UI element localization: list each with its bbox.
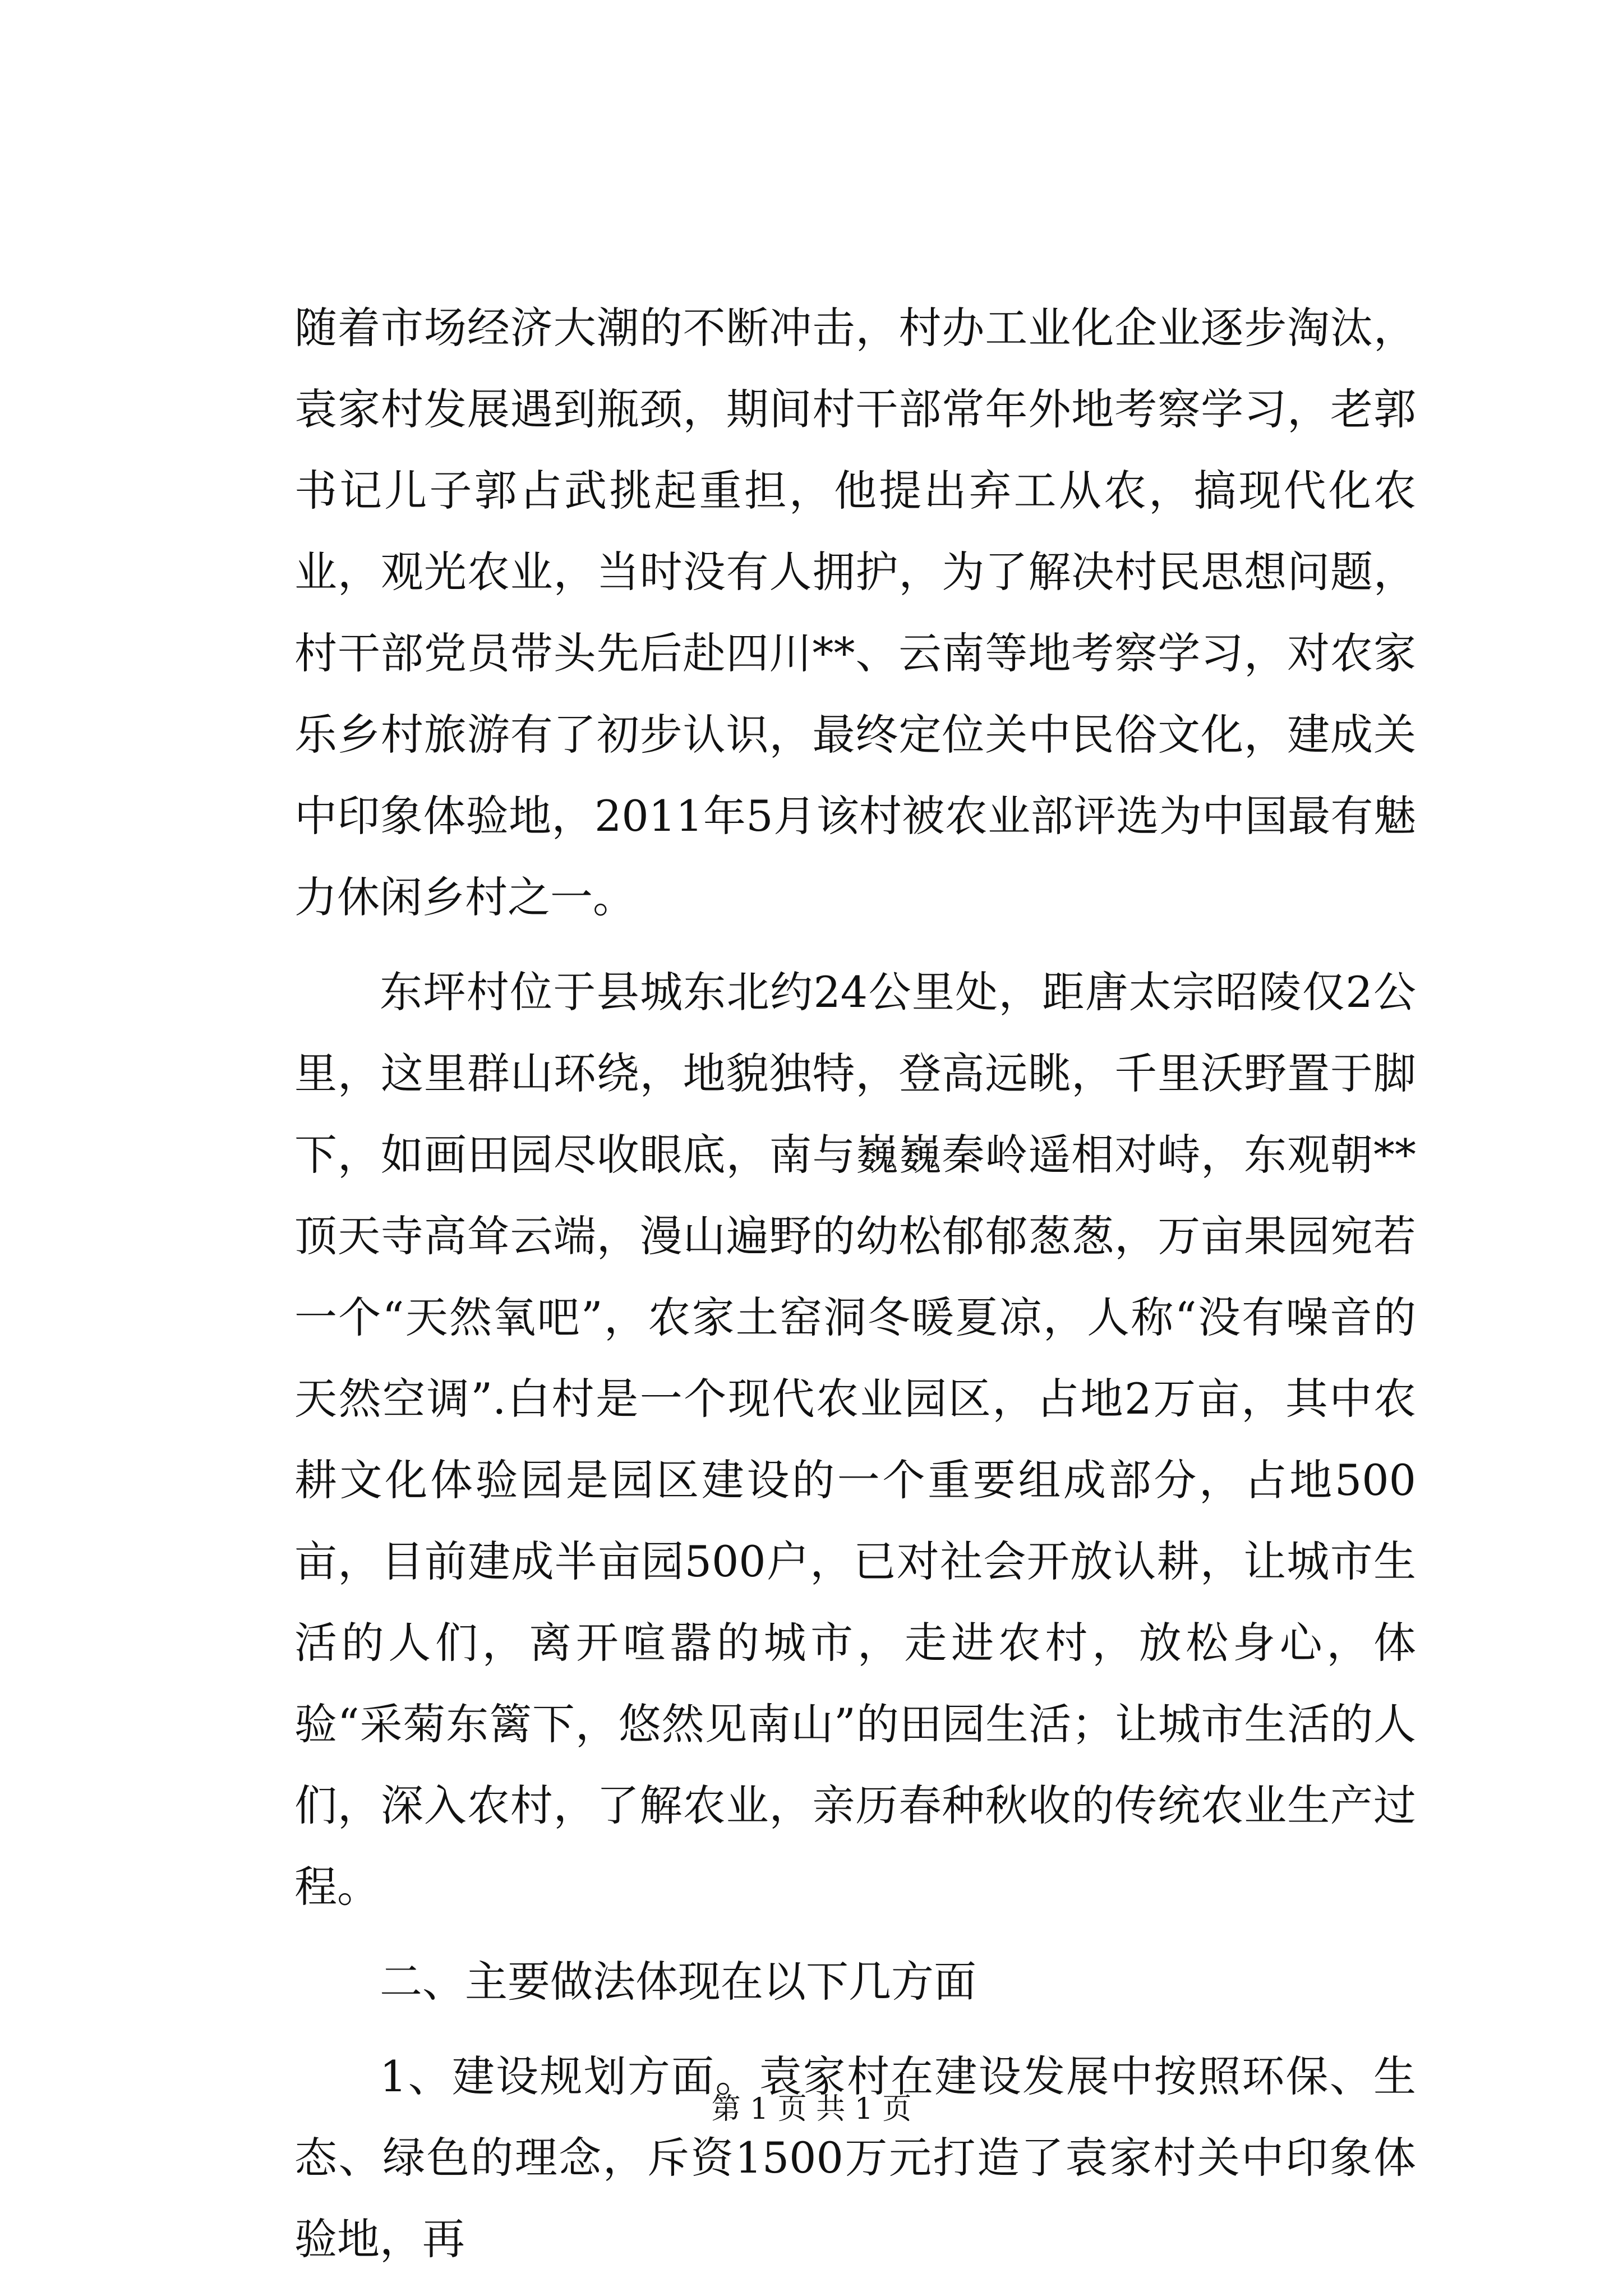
paragraph-3: 1、建设规划方面。袁家村在建设发展中按照环保、生态、绿色的理念，斥资1500万元打造了袁家村关中印象体验地，再 (294, 2051, 1416, 2264)
section-heading: 二、主要做法体现在以下几方面 (380, 1957, 976, 2007)
document-body (294, 287, 1416, 2293)
page-footer: 第 1 页 共 1 页 (711, 2092, 912, 2126)
paragraph-2: 东坪村位于县城东北约24公里处，距唐太宗昭陵仅2公里，这里群山环绕，地貌独特，登高远眺，千里沃野置于脚下，如画田园尽收眼底，南与巍巍秦岭遥相对峙，东观朝**顶天寺高耸云端，漫山遍野的幼松郁郁葱葱，万亩果园宛若一个“天然氧吧”，农家土窑洞冬暖夏凉，人称“没有噪音的天然空调”.白村是一个现代农业园区，占地2万亩，其中农耕文化体验园是园区建设的一个重要组成部分，占地500亩，目前建成半亩园500户，已对社会开放认耕，让城市生活的人们，离开喧嚣的城市，走进农村，放松身心，体验“采菊东篱下，悠然见南山”的田园生活；让城市生活的人们，深入农村，了解农业，亲历春种秋收的传统农业生产过程。 (294, 967, 1416, 1912)
paragraph-1: 随着市场经济大潮的不断冲击，村办工业化企业逐步淘汰，袁家村发展遇到瓶颈，期间村干部常年外地考察学习，老郭书记儿子郭占武挑起重担，他提出弃工从农，搞现代化农业，观光农业，当时没有人拥护，为了解决村民思想问题，村干部党员带头先后赴四川**、云南等地考察学习，对农家乐乡村旅游有了初步认识，最终定位关中民俗文化，建成关中印象体验地，2011年5月该村被农业部评选为中国最有魅力休闲乡村之一。 (294, 303, 1416, 922)
